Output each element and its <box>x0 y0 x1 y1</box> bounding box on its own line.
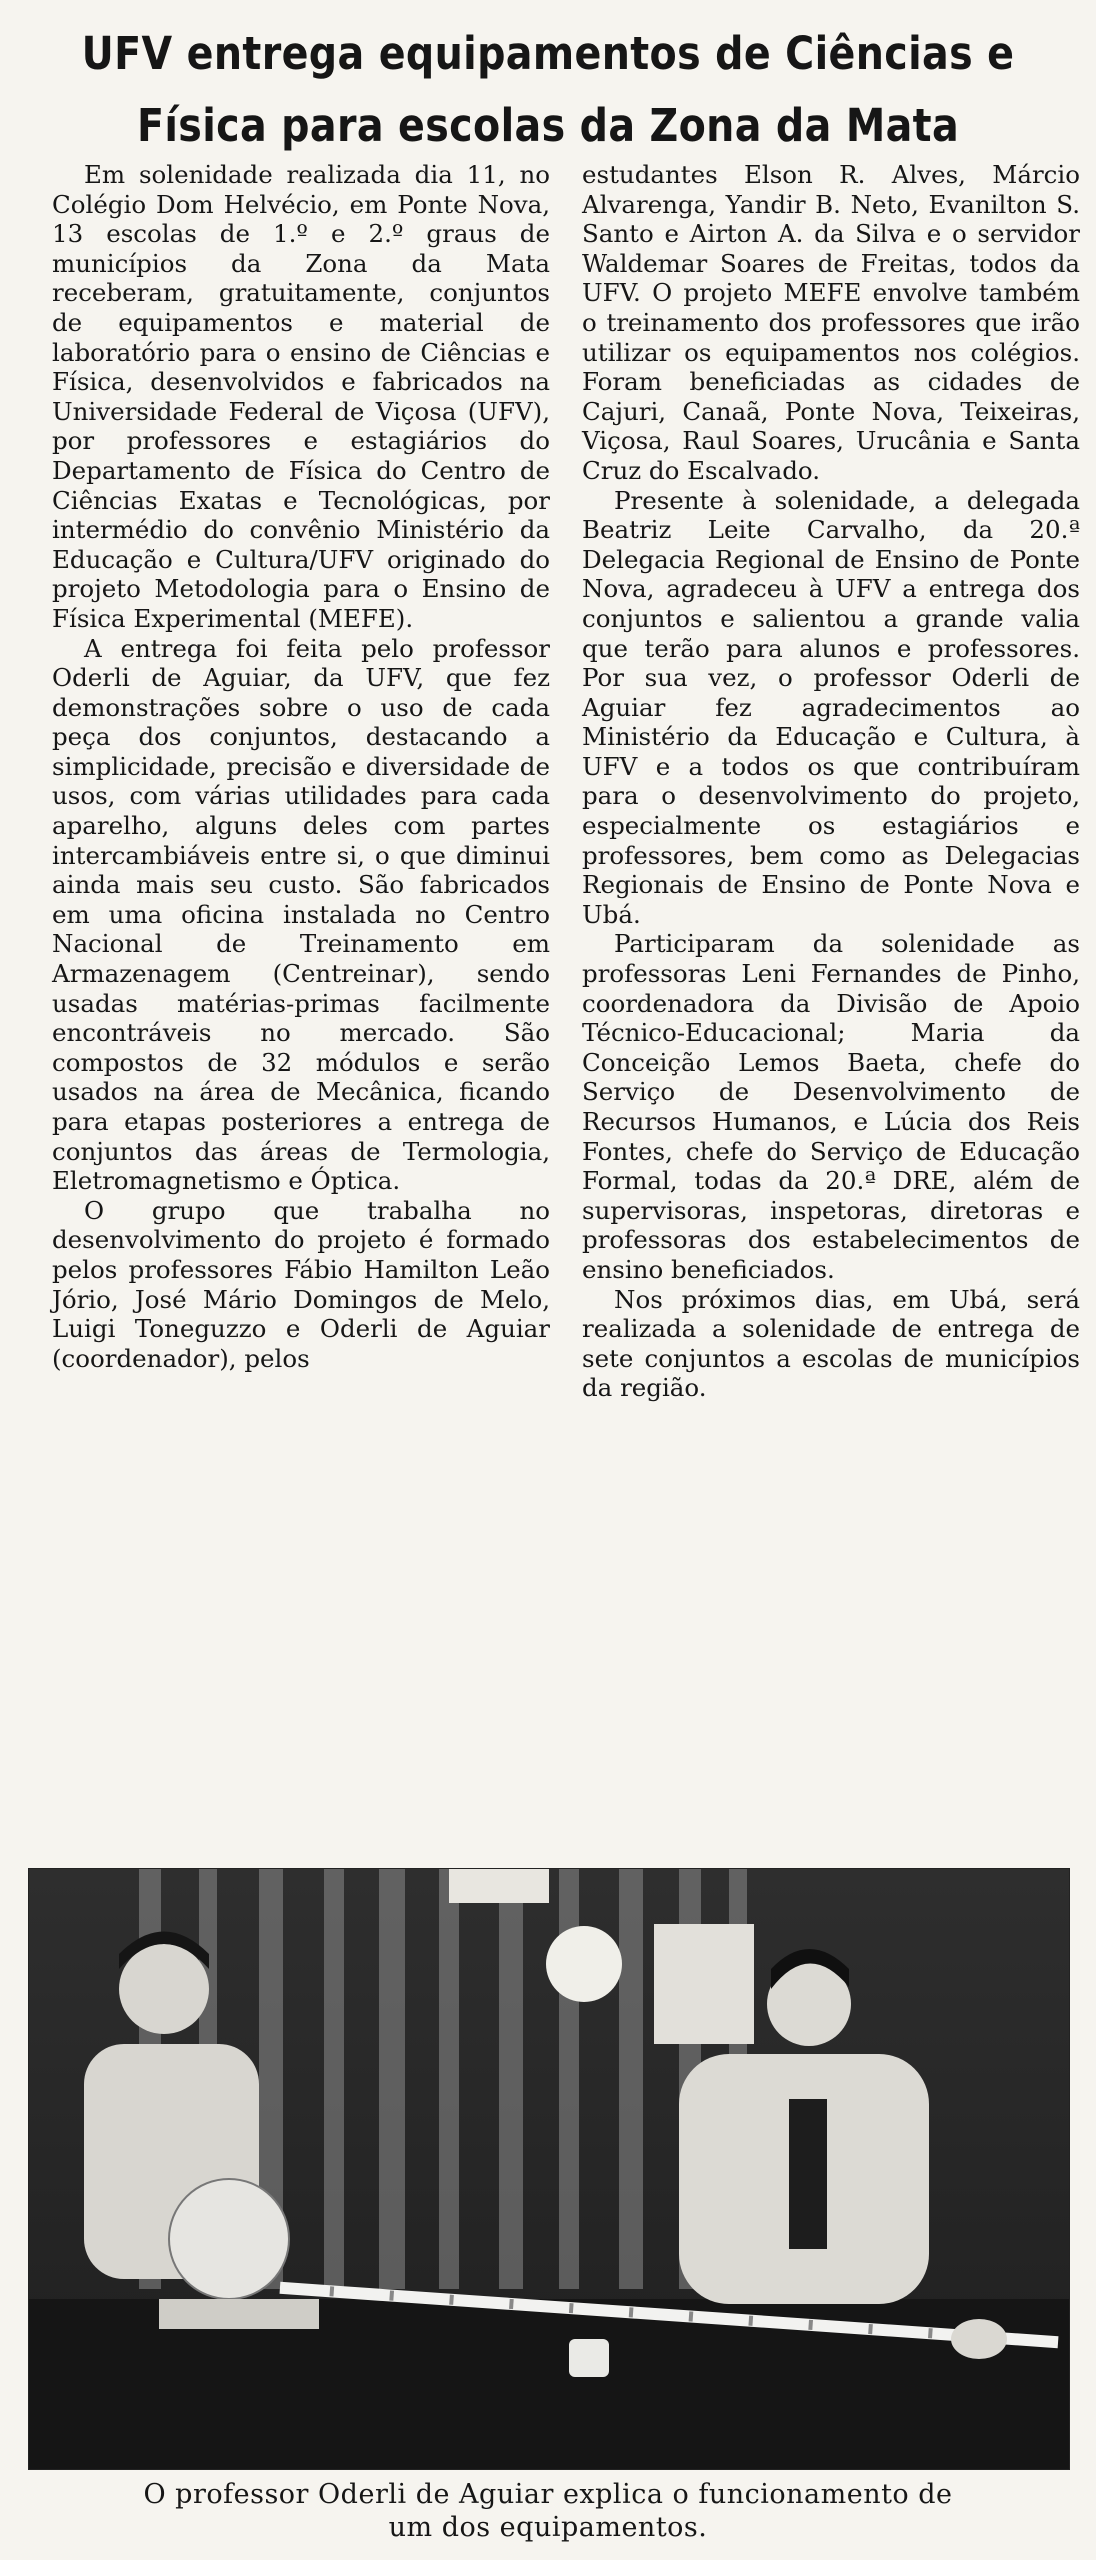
article-column-right <box>582 160 1080 1403</box>
headline-line-2: Física para escolas da Zona da Mata <box>136 99 960 152</box>
paragraph: O grupo que trabalha no desenvolvimento do projeto é formado pelos professores Fábio Hamilton Leão Jório, José Mário Domingos de Melo, Luigi Toneguzzo e Oderli de Aguiar (coordenador), pelos <box>52 1195 550 1373</box>
article-photo <box>28 1868 1070 2470</box>
paragraph: Em solenidade realizada dia 11, no Colégio Dom Helvécio, em Ponte Nova, 13 escolas de 1.º e 2.º graus de municípios da Zona da Mata receberam, gratuitamente, conjuntos de equipamentos e material de laboratório para o ensino de Ciências e Física, desenvolvidos e fabricados na Universidade Federal de Viçosa (UFV), por professores e estagiários do Departamento de Física do Centro de Ciências Exatas e Tecnológicas, por intermédio do convênio Ministério da Educação e Cultura/UFV originado do projeto Metodologia para o Ensino de Física Experimental (MEFE). <box>52 160 550 633</box>
paragraph: A entrega foi feita pelo professor Oderli de Aguiar, da UFV, que fez demonstrações sobre o uso de cada peça dos conjuntos, destacando a simplicidade, precisão e diversidade de usos, com várias utilidades para cada aparelho, alguns deles com partes intercambiáveis entre si, o que diminui ainda mais seu custo. São fabricados em uma oficina instalada no Centro Nacional de Treinamento em Armazenagem (Centreinar), sendo usadas matérias-primas facilmente encontráveis no mercado. São compostos de 32 módulos e serão usados na área de Mecânica, ficando para etapas posteriores a entrega de conjuntos das áreas de Termologia, Eletromagnetismo e Óptica. <box>52 633 550 1196</box>
photo-caption <box>28 2478 1068 2544</box>
paragraph: Nos próximos dias, em Ubá, será realizada a solenidade de entrega de sete conjuntos a escolas de municípios da região. <box>582 1284 1080 1403</box>
paragraph: Participaram da solenidade as professoras Leni Fernandes de Pinho, coordenadora da Divisão de Apoio Técnico-Educacional; Maria da Conceição Lemos Baeta, chefe do Serviço de Desenvolvimento de Recursos Humanos, e Lúcia dos Reis Fontes, chefe do Serviço de Educação Formal, todas da 20.ª DRE, além de supervisoras, inspetoras, diretoras e professoras dos estabelecimentos de ensino beneficiados. <box>582 929 1080 1284</box>
caption-line-2: um dos equipamentos. <box>388 2512 708 2543</box>
article-column-left <box>52 160 550 1373</box>
article-headline <box>82 18 1015 162</box>
paragraph-continued: estudantes Elson R. Alves, Márcio Alvarenga, Yandir B. Neto, Evanilton S. Santo e Airton A. da Silva e o servidor Waldemar Soares de Freitas, todos da UFV. O projeto MEFE envolve também o treinamento dos professores que irão utilizar os equipamentos nos colégios. Foram beneficiadas as cidades de Cajuri, Canaã, Ponte Nova, Teixeiras, Viçosa, Raul Soares, Urucânia e Santa Cruz do Escalvado. <box>582 160 1080 485</box>
headline-line-1: UFV entrega equipamentos de Ciências e <box>81 27 1015 80</box>
caption-line-1: O professor Oderli de Aguiar explica o funcionamento de <box>143 2479 953 2510</box>
photo-illustration <box>29 1869 1069 2469</box>
paragraph: Presente à solenidade, a delegada Beatriz Leite Carvalho, da 20.ª Delegacia Regional de Ensino de Ponte Nova, agradeceu à UFV a entrega dos conjuntos e salientou a grande valia que terão para alunos e professores. Por sua vez, o professor Oderli de Aguiar fez agradecimentos ao Ministério da Educação e Cultura, à UFV e a todos os que contribuíram para o desenvolvimento do projeto, especialmente os estagiários e professores, bem como as Delegacias Regionais de Ensino de Ponte Nova e Ubá. <box>582 485 1080 929</box>
